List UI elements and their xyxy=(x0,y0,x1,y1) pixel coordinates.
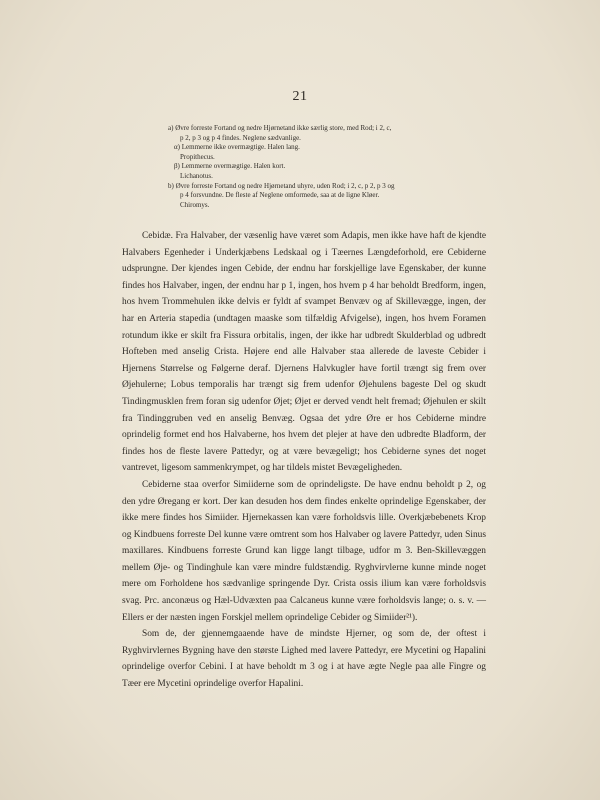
taxonomic-key xyxy=(168,124,498,210)
key-line: p 4 forsvundne. De fleste af Neglene omformede, saa at de ligne Kløer. xyxy=(180,191,380,200)
paragraph: Cebiderne staa overfor Simiiderne som de oprindeligste. De have endnu beholdt p 2, og den ydre Øregang er kort. Der kan desuden hos dem findes enkelte oprindelige Egenskaber, der ikke mere findes hos Simiider. Hjernekassen kan være forholdsvis lille. Overkjæbebenets Krop og Kindbuens forreste Del kunne være omtrent som hos Halvaber og lavere Pattedyr, uden Sinus maxillares. Kindbuens forreste Grund kan ligge langt tilbage, udfor m 3. Ben-Skillevæggen mellem Øje- og Tindinghule kan være mindre fuldstændig. Ryghvirvlerne kunne minde noget mere om Forholdene hos sædvanlige springende Dyr. Crista ossis ilium kan være forholdsvis svag. Prc. anconæus og Hæl-Udvæxten paa Calcaneus kunne være forholdsvis lange; o. s. v. — Ellers er der næsten ingen Forskjel mellem oprindelige Cebider og Simiider²¹). xyxy=(122,479,486,623)
key-line: α) Lemmerne ikke overmægtige. Halen lang. xyxy=(174,143,300,152)
key-line: Chiromys. xyxy=(180,200,210,209)
key-line: β) Lemmerne overmægtige. Halen kort. xyxy=(174,162,286,171)
key-line: Propithecus. xyxy=(180,152,215,161)
body-text xyxy=(122,228,486,693)
page-number: 21 xyxy=(292,89,308,104)
paragraph: Cebidæ. Fra Halvaber, der væsenlig have været som Adapis, men ikke have haft de kjendte Halvabers Egenheder i Underkjæbens Ledskaal og i Tæernes Længdeforhold, ere Cebiderne udsprungne. Der kjendes ingen Cebide, der endnu har forskjellige lave Egenskaber, der kunne findes hos Halvaber, ingen, der endnu har p 1, ingen, hos hvem p 4 har beholdt Bredform, ingen, hos hvem Trommehulen ikke delvis er fyldt af svampet Benvæv og af Skillevægge, ingen, der har en Arteria stapedia (undtagen maaske som tilfældig Afvigelse), ingen, hos hvem Foramen rotundum ikke er skilt fra Fissura orbitalis, ingen, der ikke har udbredt Skulderblad og udbredt Hofteben med anselig Crista. Højere end alle Halvaber staa allerede de laveste Cebider i Hjernens Størrelse og Følgerne deraf. Djernens Halvkugler have fortil trængt sig frem over Øjehulerne; Lobus temporalis har trængt sig frem udenfor Øjehulens bageste Del og skudt Tindingmusklen frem foran sig udenfor Øjet; Øjet er derved vendt helt fremad; Øjehulen er skilt fra Tindinggruben ved en anselig Benvæg. Ogsaa det ydre Øre er hos Cebiderne mindre oprindelig formet end hos Halvaberne, hos hvem det plejer at have den udbredte Bladform, der findes hos de fleste lavere Pattedyr, og at være bevægeligt; hos Cebiderne synes det noget vantrevet, ligesom sammenkrympet, og har tildels mistet Bevægeligheden. xyxy=(122,231,486,474)
key-line: p 2, p 3 og p 4 findes. Neglene sædvanlige. xyxy=(180,133,301,142)
key-line: a) Øvre forreste Fortand og nedre Hjørnetand ikke særlig store, med Rod; i 2, c, xyxy=(168,124,392,132)
key-line: b) Øvre forreste Fortand og nedre Hjørnetand uhyre, uden Rod; i 2, c, p 2, p 3 og xyxy=(168,181,395,190)
paragraph: Som de, der gjennemgaaende have de mindste Hjerner, og som de, der oftest i Ryghvirvlernes Bygning have den største Lighed med lavere Pattedyr, ere Mycetini og Hapalini oprindelige overfor Cebini. I at have beholdt m 3 og i at have ægte Negle paa alle Fingre og Tæer ere Mycetini oprindelige overfor Hapalini. xyxy=(122,629,486,690)
key-line: Lichanotus. xyxy=(180,171,213,180)
